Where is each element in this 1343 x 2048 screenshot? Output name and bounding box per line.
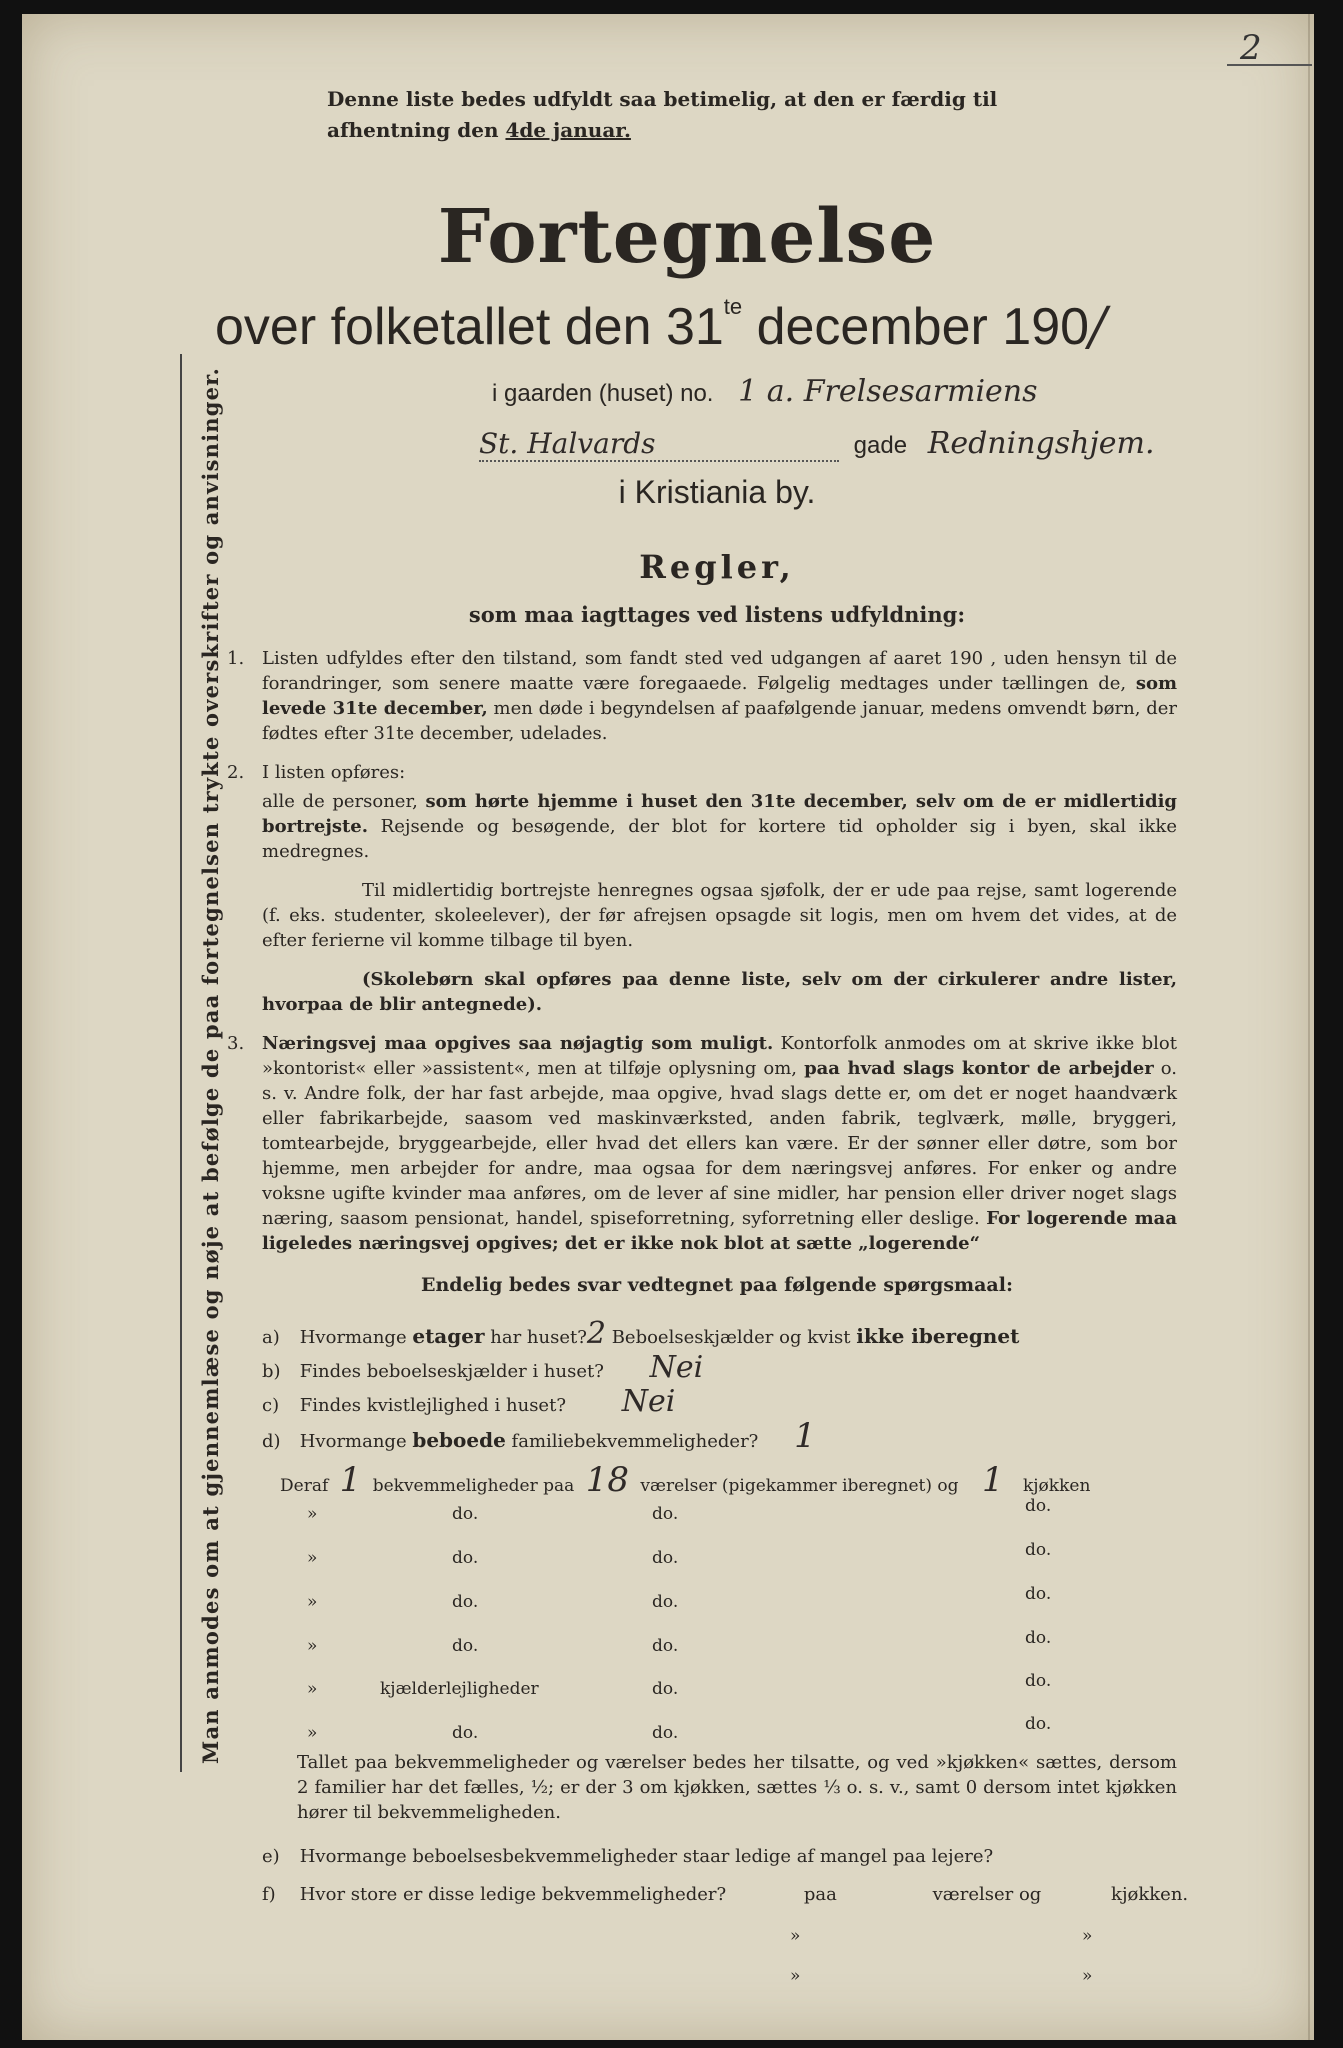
question-letter: e) [262,1846,280,1867]
question-letter: f) [262,1884,276,1905]
question-a-mid: har huset? [490,1327,587,1348]
rule-3-part-b: Kontorfolk anmodes om at skrive ikke blot »kontorist« eller »assistent«, men at tilføje oplysning om, [262,1033,1177,1079]
ditto-do: do. [652,1679,679,1699]
answer-basement: Nei [649,1350,704,1385]
rule-3-bold-c: paa hvad slags kontor de arbejder [804,1058,1154,1079]
kitchen-note: Tallet paa bekvemmeligheder og værelser bedes her tilsatte, og ved »kjøkken« sættes, dersom 2 familier har det fælles, ½; er der 3 om kjøkken, sættes ⅓ o. s. v., samt 0 dersom intet kjøkken hører til bekvemmeligheden. [297,1752,1177,1823]
rooms-row-1 [280,1460,1090,1500]
answer-kitchen-count: 1 [981,1460,1004,1500]
question-d-post: familiebekvemmeligheder? [511,1431,759,1452]
question-f-text: Hvor store er disse ledige bekvemmeligheder? [299,1884,727,1905]
house-label: i gaarden (huset) no. [492,380,714,407]
ditto-mark: » [307,1636,318,1656]
form-subtitle [215,294,1107,357]
rule-number: 1. [227,648,245,669]
question-f-kitchen: kjøkken. [1111,1884,1189,1905]
ditto-do: do. [1025,1540,1052,1560]
ditto-mark: » [307,1548,318,1568]
question-a-pre: Hvormange [299,1327,407,1348]
ditto-mark: » [307,1679,318,1699]
question-a-post: Beboelseskjælder og kvist [611,1327,851,1348]
notice-pickup-date: 4de januar. [505,118,631,142]
question-letter: d) [262,1431,281,1452]
rule-2-intro: I listen opføres: [262,762,406,783]
questions-intro: Endelig bedes svar vedtegnet paa følgende spørgsmaal: [421,1274,1013,1296]
ditto-mark: » [307,1504,318,1524]
rooms-label: bekvemmeligheder paa [372,1476,575,1496]
ditto-mark: » [1082,1926,1093,1946]
house-value: 1 a. Frelsesarmiens [738,374,1038,409]
ditto-do: do. [1025,1496,1052,1516]
ditto-do: do. [452,1504,479,1524]
subtitle-year-digit: / [1089,297,1107,357]
rule-3-bold-a: Næringsvej maa opgives saa nøjagtig som muligt. [262,1033,774,1054]
rule-1-text [262,646,1177,746]
answer-room-count: 18 [585,1460,629,1500]
street-value: St. Halvards [479,427,839,462]
ditto-mark: » [790,1966,801,1986]
notice-pickup-label: afhentning den [327,118,499,142]
rule-3-bold-e: For logerende maa ligeledes næringsvej opgives; det er ikke nok blot at sætte „logerende“ [262,1208,1177,1254]
question-c-text: Findes kvistlejlighed i huset? [299,1395,566,1416]
answer-floors: 2 [586,1316,606,1351]
ditto-do: do. [452,1723,479,1743]
basement-apartments-label: kjælderlejligheder [380,1679,539,1699]
ditto-do: do. [1025,1584,1052,1604]
street-line [479,426,1154,462]
rule-1-part-c: men døde i begyndelsen af paafølgende januar, medens omvendt børn, der fødtes efter 31te december, udelades. [262,698,1177,744]
ditto-do: do. [652,1504,679,1524]
rule-2-bold: som hørte hjemme i huset den 31te december, selv om de er midlertidig bortrejste. [262,791,1177,837]
question-e [262,1846,993,1867]
ditto-do: do. [452,1548,479,1568]
question-f [262,1884,1188,1905]
rooms-rooms-label: værelser (pigekammer iberegnet) og [640,1476,959,1496]
rooms-deraf: Deraf [280,1476,329,1496]
rule-3 [227,1031,1177,1256]
question-d-bold: beboede [412,1428,506,1452]
question-a-bold-2: ikke iberegnet [856,1324,1020,1348]
question-c [262,1384,675,1419]
notice-line-1: Denne liste bedes udfyldt saa betimelig, at den er færdig til [327,87,998,111]
subtitle-pre: over folketallet den 31 [215,298,724,356]
rule-3-part-d: o. s. v. Andre folk, der har fast arbejde, maa opgive, hvad slags dette er, om det er noget haandværk eller fabrikarbejde, saasom ved maskinværksted, anden fabrik, teglværk, mølle, bryggeri, tomtearbejde, bryggearbejde, eller hvad det ellers kan være. Er der sønner eller døtre, som bor hjemme, men arbejder for andre, maa ogsaa for dem næringsvej anføres. For enker og andre voksne ugifte kvinder maa anføres, om de lever af sine midler, har pension eller driver noget slags næring, saasom pensionat, handel, spiseforretning, syforretning eller deslige. [262,1058,1177,1229]
street-value-2: Redningshjem. [927,426,1155,461]
ditto-do: do. [452,1636,479,1656]
notice-line-2 [327,115,1207,146]
side-instruction: Man anmodes om at gjennemlæse og nøje at befølge de paa fortegnelsen trykte overskrifter og anvisninger. [198,366,223,1764]
question-a [262,1316,1019,1351]
question-d [262,1416,816,1456]
rule-2-part-c: Rejsende og besøgende, der blot for kortere tid opholder sig i byen, skal ikke medregnes. [262,816,1177,862]
rule-2-schoolchildren: (Skolebørn skal opføres paa denne liste, selv om der cirkulerer andre lister, hvorpaa de blir antegnede). [262,969,1177,1015]
subtitle-post: december 190 [756,298,1090,356]
rule-1-part-a: Listen udfyldes efter den tilstand, som fandt sted ved udgangen af aaret 190 , uden hensyn til de forandringer, som senere maatte være foregaaede. Følgelig medtages under tællingen de, [262,648,1177,694]
rooms-kitchen-label: kjøkken [1022,1476,1091,1496]
rules-list [227,646,1177,1270]
street-label: gade [853,432,908,459]
subtitle-sup: te [723,294,743,319]
ditto-mark: » [790,1926,801,1946]
rules-title: Regler, [639,548,795,586]
question-letter: a) [262,1327,280,1348]
ditto-mark: » [307,1723,318,1743]
answer-dwellings: 1 [794,1416,816,1456]
rule-number: 3. [227,1033,245,1054]
question-a-bold: etager [412,1324,485,1348]
answer-dwelling-count: 1 [339,1460,362,1500]
question-d-pre: Hvormange [299,1431,407,1452]
ditto-do: do. [1025,1671,1052,1691]
question-b [262,1350,703,1385]
question-letter: b) [262,1361,281,1382]
question-b-text: Findes beboelseskjælder i huset? [299,1361,604,1382]
ditto-do: do. [652,1636,679,1656]
rule-number: 2. [227,762,245,783]
question-e-text: Hvormange beboelsesbekvemmeligheder staar ledige af mangel paa lejere? [299,1846,994,1867]
city-line: i Kristiania by. [618,474,816,510]
ditto-do: do. [1025,1628,1052,1648]
rule-2-part-a: alle de personer, [262,791,418,812]
page-edge [1308,14,1310,2040]
rule-2 [227,760,1177,1017]
rule-2-temporary: Til midlertidig bortrejste henregnes ogsaa sjøfolk, der er ude paa rejse, samt logerende (f. eks. studenter, skoleelever), der før afrejsen opsagde sit logis, men om hvem det vides, at de efter ferierne vil komme tilbage til byen. [262,880,1177,951]
ditto-mark: » [307,1592,318,1612]
form-title: Fortegnelse [437,194,937,280]
census-form-page [22,14,1314,2040]
question-f-rooms: værelser og [932,1884,1042,1905]
house-line [492,374,1038,409]
rule-1 [227,646,1177,746]
page-number: 2 [1240,28,1262,68]
rule-1-bold: som levede 31te december, [262,673,1177,719]
question-f-paa: paa [803,1884,837,1905]
ditto-mark: » [1082,1966,1093,1986]
rule-3-text [262,1031,1177,1256]
ditto-do: do. [652,1723,679,1743]
rules-subtitle: som maa iagttages ved listens udfyldning: [468,602,966,627]
ditto-do: do. [652,1592,679,1612]
question-letter: c) [262,1395,280,1416]
rule-2-text [262,789,1177,864]
page-number-underline [1227,64,1312,66]
ditto-do: do. [1025,1714,1052,1734]
ditto-do: do. [652,1548,679,1568]
pickup-notice [327,84,1207,146]
ditto-do: do. [452,1592,479,1612]
answer-attic: Nei [621,1384,676,1419]
